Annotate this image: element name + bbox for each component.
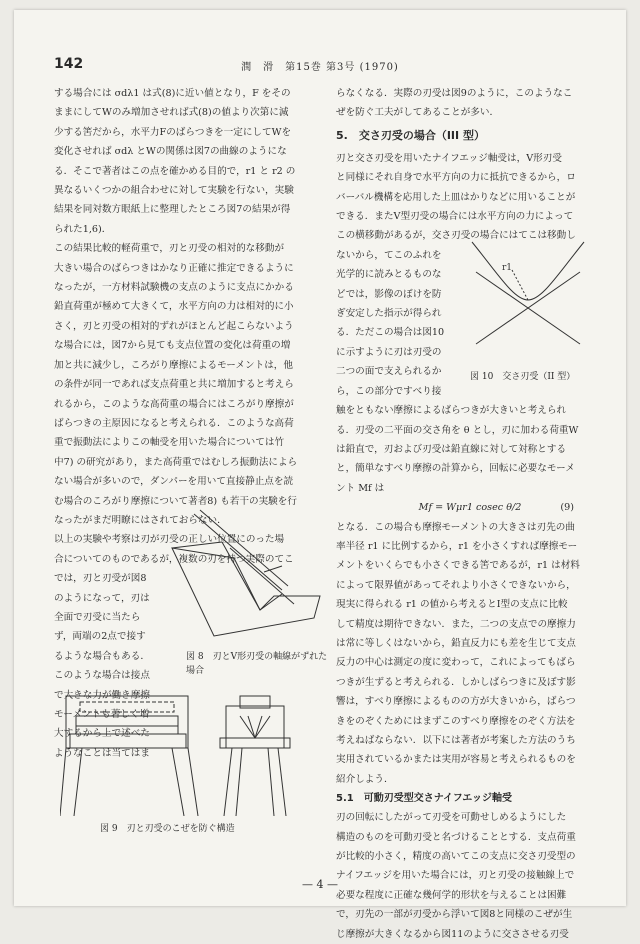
text-line: 変化させれば σdλ とWの関係は図7の曲線のようにな bbox=[54, 146, 287, 158]
bearing-base-left bbox=[70, 734, 186, 748]
leg-left-inner bbox=[74, 748, 82, 816]
frame-outer-left bbox=[66, 696, 188, 748]
text-line: られた1,6)． bbox=[54, 223, 112, 235]
text-line: の条件が同一であれば支点荷重と共に増加すると考えら bbox=[54, 379, 294, 391]
text-line: る．そこで著者はこの点を確かめる目的で，r1 と r2 の bbox=[54, 165, 296, 177]
text-line: 中7) の研究があり，また高荷重ではむしろ振動法によら bbox=[54, 456, 298, 468]
left-paragraph-1 bbox=[54, 84, 336, 239]
text-line: ようなことは当てはま bbox=[54, 747, 150, 759]
text-line: 構造のものを可動刃受と名づけることとする．支点荷重 bbox=[336, 831, 576, 843]
knife-edge-curve bbox=[472, 242, 584, 300]
radius-line bbox=[512, 270, 528, 300]
text-line: メントをいくらでも小さくできる筈であるが，r1 は材料 bbox=[336, 560, 580, 572]
text-line: 刃の回転にしたがって刃受を可動せしめるようにした bbox=[336, 812, 567, 824]
leg-left-outer bbox=[60, 748, 66, 816]
bearing-base-right bbox=[220, 738, 290, 748]
text-line: ない場合が多いので，ダンパーを用いて直接静止点を読 bbox=[54, 476, 294, 488]
text-line: できる．またV型刃受の場合には水平方向の力によって bbox=[336, 211, 574, 223]
text-line: となる．この場合も摩擦モーメントの大きさは刃先の曲 bbox=[336, 521, 575, 533]
text-line: バーバル機構を応用した上皿はかりなどに用いることが bbox=[336, 191, 576, 203]
text-line: で大きな力が働き摩擦 bbox=[54, 689, 150, 701]
text-line: 実用されているかまたは実用が容易と考えられるものを bbox=[336, 754, 576, 766]
radius-label: r1 bbox=[502, 263, 513, 273]
text-line: 異なるいくつかの組合わせに対して実験を行ない，実験 bbox=[54, 185, 294, 197]
leg-right-outer bbox=[188, 748, 198, 816]
text-line: 反力の中心は測定の度に変わって，これによってもばら bbox=[336, 657, 576, 669]
text-line: して精度は期待できない．また，二つの支点での摩擦力 bbox=[336, 618, 576, 630]
text-line: 鉛直荷重が極めて大きくて，水平方向の力は相対的に小 bbox=[54, 301, 294, 313]
text-line: のようになって，刃は bbox=[54, 592, 150, 604]
running-header: 潤 滑 第15巻 第3号 (1970) bbox=[241, 62, 399, 73]
text-line: は常に等しくはないから，鉛直反力にも差を生じて支点 bbox=[336, 637, 576, 649]
knife-hatch-1 bbox=[248, 716, 255, 738]
equation-9 bbox=[336, 498, 604, 517]
page-footer: — 4 — bbox=[302, 878, 338, 891]
text-line: 二つの面で支えられるか bbox=[336, 366, 442, 378]
text-line: 響は，すべり摩擦によるものの方が大きいから，ばらつ bbox=[336, 696, 576, 708]
text-line: ままにしてWのみ増加させれば式(8)の値より次第に減 bbox=[54, 107, 289, 119]
text-line: な場合には，図7から見ても支点位置の変化は荷重の増 bbox=[54, 340, 291, 352]
knife-hatch-2 bbox=[255, 716, 262, 738]
frame-outer-right bbox=[226, 706, 284, 748]
text-line: 刃と交さ刃受を用いたナイフエッジ軸受は，V形刃受 bbox=[336, 152, 562, 164]
text-line: 以上の実験や考察は刃が刃受の正しい位置にのった場 bbox=[54, 534, 285, 546]
text-line: このような場合は接点 bbox=[54, 670, 150, 682]
text-line: 少する筈だから，水平力Fのばらつきを一定にしてWを bbox=[54, 126, 292, 138]
text-line: で，刃先の一部が刃受から浮いて図8と同様のこぜが生 bbox=[336, 909, 573, 921]
text-line: 大きい場合のばらつきはかなり正確に推定できるように bbox=[54, 262, 294, 274]
text-line: 率半径 r1 に比例するから，r1 を小さくすれば摩擦モー bbox=[336, 540, 578, 552]
v-groove-right bbox=[260, 594, 282, 610]
text-line: る．ただこの場合は図10 bbox=[336, 327, 445, 339]
leg-right-view-1 bbox=[224, 748, 232, 816]
knife-v-right bbox=[240, 716, 270, 738]
text-line: れるから，このような高荷重の場合にはころがり摩擦が bbox=[54, 398, 294, 410]
text-line: さく，刃と刃受の相対的ずれがほとんど起こらないよう bbox=[54, 320, 294, 332]
text-line: どでは，影像のぼけを防 bbox=[336, 288, 442, 300]
hidden-line-top bbox=[80, 702, 174, 712]
text-line: に示すように刃は刃受の bbox=[336, 346, 442, 358]
paper-page bbox=[14, 10, 626, 940]
v-block-top-edge bbox=[172, 542, 222, 548]
knife-blade-line bbox=[230, 548, 294, 604]
knife-contact-line bbox=[264, 566, 282, 572]
v-block-outline bbox=[172, 548, 320, 636]
figure-8-caption: 図 8 刃とV形刃受の軸線がずれた場合 bbox=[186, 652, 328, 676]
text-line: らなくなる．実際の刃受は図9のように，このようなこ bbox=[336, 88, 573, 99]
figure-8-drawing bbox=[164, 508, 326, 650]
equation-text: Mf = Wμr1 cosec θ/2 bbox=[418, 502, 522, 514]
figure-9-caption: 図 9 刃と刃受のこぜを防ぐ構造 bbox=[100, 824, 235, 834]
text-line: する場合には σdλ1 は式(8)に近い値となり，F をその bbox=[54, 88, 291, 99]
text-line: この結果比較的軽荷重で，刃と刃受の相対的な移動が bbox=[54, 243, 285, 255]
figure-10-caption: 図 10 交さ刃受（II 型） bbox=[470, 372, 576, 382]
right-paragraph-3 bbox=[336, 808, 604, 944]
text-line: じ摩擦が大きくなるから図11のように交ささせる刃受 bbox=[336, 928, 569, 940]
text-line: では，刃と刃受が図8 bbox=[54, 573, 147, 585]
text-line: 紹介しよう． bbox=[336, 773, 394, 785]
leg-right-view-4 bbox=[278, 748, 286, 816]
knife-edge-upper bbox=[194, 514, 282, 590]
text-line: によって限界値があってそれより小さくできないから， bbox=[336, 579, 576, 591]
text-line: つきが生ずると考えられる．しかしばらつきに及ぼす影 bbox=[336, 676, 576, 688]
text-line: るような場合もある． bbox=[54, 650, 150, 662]
leg-right-view-3 bbox=[268, 748, 274, 816]
right-paragraph-2 bbox=[336, 518, 604, 790]
figure-10-drawing bbox=[458, 234, 598, 364]
text-line: 必要な程度に正確な幾何学的形状を与えることは困難 bbox=[336, 889, 567, 901]
text-line: ず，両端の2点で接す bbox=[54, 631, 146, 643]
text-line: 触をともない摩擦によるばらつきが大きいと考えられ bbox=[336, 405, 567, 417]
leg-right-view-2 bbox=[236, 748, 242, 816]
section-heading: 5. 交さ刃受の場合（III 型） bbox=[336, 128, 485, 142]
text-line: ないから，てこのふれを bbox=[336, 249, 442, 261]
knife-body-left bbox=[76, 716, 178, 734]
text-line: 大するから上で述べた bbox=[54, 728, 150, 740]
subsection-heading: 5.1 可動刃受型交さナイフエッジ軸受 bbox=[336, 793, 513, 805]
page-number: 142 bbox=[54, 56, 84, 72]
text-line: 考えねばならない．以下には著者が考案した方法のうち bbox=[336, 735, 576, 746]
text-line: 重で振動法によりこの軸受を用いた場合については竹 bbox=[54, 437, 285, 449]
text-line: 合についてのものであるが，複数の刃を持つ実際のてこ bbox=[54, 553, 294, 565]
text-line: ナイフエッジを用いた場合には，刃と刃受の接触線上で bbox=[336, 870, 575, 882]
text-line: る．刃受の二平面の交さ角を θ とし，刃に加わる荷重W bbox=[336, 424, 579, 436]
text-line: と，簡単なすべり摩擦の計算から，回転に必要なモーメ bbox=[336, 463, 575, 475]
text-line: む場合のころがり摩擦について著者8) も若干の実験を行 bbox=[54, 495, 297, 507]
v-groove-left bbox=[222, 542, 260, 610]
leg-right-inner bbox=[172, 748, 184, 816]
figure-9-drawing bbox=[60, 694, 306, 816]
text-line: 加と共に減少し，ころがり摩擦によるモーメントは，他 bbox=[54, 359, 293, 371]
text-line: モーメントも著しく増 bbox=[54, 709, 150, 720]
text-line: は鉛直で，刃および刃受は鉛直線に対して対称とする bbox=[336, 443, 567, 455]
knife-edge-lower bbox=[200, 510, 288, 586]
right-paragraph-top bbox=[336, 84, 604, 123]
text-line: が比較的小さく，精度の高いてこの支点に交さ刃受型の bbox=[336, 851, 576, 863]
equation-number: (9) bbox=[560, 502, 574, 514]
text-line: 結果を同対数方眼紙上に整理したところ図7の結果が得 bbox=[54, 204, 291, 216]
left-paragraph-2 bbox=[54, 239, 336, 530]
text-line: 現実に得られる r1 の値から考えるとI型の支点に比較 bbox=[336, 599, 568, 611]
text-line: ぎ安定した指示が得られ bbox=[336, 308, 442, 320]
text-line: ばらつきの主原因になると考えられる．このような高荷 bbox=[54, 417, 294, 429]
text-line: ら，この部分ですべり接 bbox=[336, 385, 442, 397]
text-line: と同様にそれ自身で水平方向の力に抵抗できるから，ロ bbox=[336, 172, 576, 184]
text-line: なったが，一方材料試験機の支点のように支点にかかる bbox=[54, 282, 294, 294]
text-line: この横移動があるが，交さ刃受の場合にはてこは移動し bbox=[336, 230, 576, 242]
text-line: 光学的に読みとるものな bbox=[336, 269, 442, 281]
text-line: ぜを防ぐ工夫がしてあることが多い． bbox=[336, 107, 500, 119]
right-column bbox=[336, 84, 604, 944]
text-line: ント Mf は bbox=[336, 482, 385, 494]
text-line: きをのぞくためにはまずこのすべり摩擦をのぞく方法を bbox=[336, 715, 576, 727]
text-line: 全面で刃受に当たら bbox=[54, 611, 141, 623]
text-line: なったがまだ明瞭にはされておらない． bbox=[54, 514, 227, 526]
